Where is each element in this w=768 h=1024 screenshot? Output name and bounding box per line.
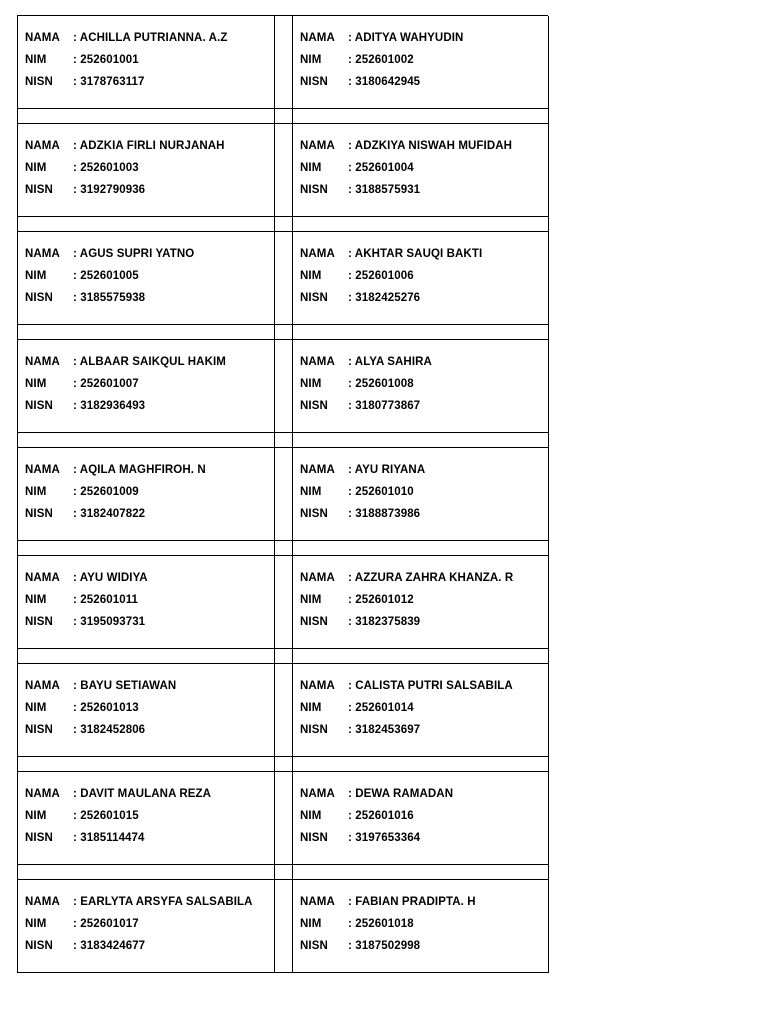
nisn-value: : 3182453697 — [348, 724, 421, 736]
student-card — [18, 340, 275, 433]
gap-cell — [293, 325, 549, 340]
nisn-label: NISN — [25, 940, 53, 952]
name-value: : AYU RIYANA — [348, 464, 426, 476]
nisn-value: : 3185575938 — [73, 292, 146, 304]
student-card — [293, 880, 549, 973]
nim-line — [300, 916, 548, 938]
nisn-line — [300, 290, 548, 312]
nim-value: : 252601003 — [73, 162, 139, 174]
gap-cell — [293, 865, 549, 880]
nisn-value: : 3182407822 — [73, 508, 146, 520]
name-line — [25, 894, 274, 916]
nim-line — [300, 808, 548, 830]
name-value: : ALBAAR SAIKQUL HAKIM — [73, 356, 226, 368]
name-value: : ALYA SAHIRA — [348, 356, 432, 368]
gap-cell — [275, 757, 293, 772]
nisn-value: : 3188873986 — [348, 508, 421, 520]
name-value: : ADITYA WAHYUDIN — [348, 32, 464, 44]
student-card — [293, 664, 549, 757]
student-card — [18, 448, 275, 541]
gap-cell — [293, 109, 549, 124]
name-label: NAMA — [300, 788, 335, 800]
column-gap-cell — [275, 16, 293, 109]
gap-row — [18, 217, 548, 232]
nisn-value: : 3188575931 — [348, 184, 421, 196]
gap-row — [18, 541, 548, 556]
name-line — [300, 786, 548, 808]
name-label: NAMA — [25, 248, 60, 260]
name-line — [300, 30, 548, 52]
nim-value: : 252601001 — [73, 54, 139, 66]
nisn-line — [300, 938, 548, 960]
nim-label: NIM — [300, 378, 322, 390]
card-row — [18, 880, 548, 973]
nim-value: : 252601012 — [348, 594, 414, 606]
gap-cell — [18, 865, 275, 880]
name-label: NAMA — [300, 356, 335, 368]
student-card — [18, 124, 275, 217]
nim-line — [300, 160, 548, 182]
nim-line — [25, 916, 274, 938]
name-label: NAMA — [25, 464, 60, 476]
student-card — [18, 556, 275, 649]
gap-cell — [275, 541, 293, 556]
name-label: NAMA — [25, 680, 60, 692]
name-label: NAMA — [300, 464, 335, 476]
name-line — [25, 678, 274, 700]
nisn-value: : 3183424677 — [73, 940, 146, 952]
nim-label: NIM — [300, 702, 322, 714]
name-value: : ADZKIYA NISWAH MUFIDAH — [348, 140, 513, 152]
name-label: NAMA — [25, 896, 60, 908]
nim-line — [300, 376, 548, 398]
student-card — [293, 556, 549, 649]
nisn-value: : 3182425276 — [348, 292, 421, 304]
student-label-sheet — [17, 15, 548, 973]
name-value: : FABIAN PRADIPTA. H — [348, 896, 476, 908]
card-row — [18, 232, 548, 325]
nisn-value: : 3195093731 — [73, 616, 146, 628]
student-card — [293, 340, 549, 433]
nim-value: : 252601009 — [73, 486, 139, 498]
nim-label: NIM — [300, 918, 322, 930]
name-line — [300, 354, 548, 376]
name-line — [300, 678, 548, 700]
name-line — [25, 786, 274, 808]
gap-cell — [18, 541, 275, 556]
student-card — [293, 232, 549, 325]
name-label: NAMA — [25, 572, 60, 584]
gap-cell — [18, 325, 275, 340]
name-value: : AYU WIDIYA — [73, 572, 148, 584]
nisn-line — [300, 830, 548, 852]
card-row — [18, 772, 548, 865]
nim-value: : 252601004 — [348, 162, 414, 174]
nisn-line — [25, 830, 274, 852]
name-line — [25, 354, 274, 376]
gap-cell — [18, 433, 275, 448]
name-line — [25, 246, 274, 268]
name-value: : AGUS SUPRI YATNO — [73, 248, 195, 260]
name-label: NAMA — [300, 572, 335, 584]
nim-value: : 252601010 — [348, 486, 414, 498]
nim-value: : 252601006 — [348, 270, 414, 282]
nisn-line — [300, 398, 548, 420]
nisn-value: : 3197653364 — [348, 832, 421, 844]
nim-value: : 252601018 — [348, 918, 414, 930]
gap-cell — [293, 757, 549, 772]
nim-value: : 252601015 — [73, 810, 139, 822]
nim-line — [300, 700, 548, 722]
gap-row — [18, 865, 548, 880]
student-card — [18, 232, 275, 325]
name-line — [300, 246, 548, 268]
nim-line — [25, 52, 274, 74]
student-card — [18, 772, 275, 865]
gap-cell — [275, 325, 293, 340]
nisn-value: : 3180773867 — [348, 400, 421, 412]
name-label: NAMA — [25, 356, 60, 368]
card-row — [18, 16, 548, 109]
nim-label: NIM — [25, 378, 47, 390]
nisn-label: NISN — [25, 292, 53, 304]
nisn-line — [25, 722, 274, 744]
nisn-line — [25, 506, 274, 528]
nisn-value: : 3182936493 — [73, 400, 146, 412]
nisn-line — [25, 398, 274, 420]
card-row — [18, 556, 548, 649]
name-value: : ADZKIA FIRLI NURJANAH — [73, 140, 225, 152]
student-card — [293, 448, 549, 541]
nim-line — [25, 808, 274, 830]
gap-cell — [293, 433, 549, 448]
name-line — [300, 894, 548, 916]
gap-row — [18, 757, 548, 772]
gap-cell — [275, 109, 293, 124]
nisn-value: : 3192790936 — [73, 184, 146, 196]
card-row — [18, 340, 548, 433]
nim-label: NIM — [300, 594, 322, 606]
column-gap-cell — [275, 556, 293, 649]
nim-value: : 252601008 — [348, 378, 414, 390]
nim-label: NIM — [300, 486, 322, 498]
gap-cell — [18, 217, 275, 232]
card-row — [18, 124, 548, 217]
gap-cell — [18, 649, 275, 664]
nisn-label: NISN — [300, 724, 328, 736]
nisn-line — [25, 182, 274, 204]
column-gap-cell — [275, 664, 293, 757]
student-card — [18, 880, 275, 973]
name-label: NAMA — [25, 788, 60, 800]
nisn-label: NISN — [300, 832, 328, 844]
nim-line — [25, 160, 274, 182]
nisn-line — [300, 74, 548, 96]
name-line — [25, 30, 274, 52]
gap-cell — [293, 217, 549, 232]
nisn-label: NISN — [25, 724, 53, 736]
gap-cell — [275, 217, 293, 232]
nisn-line — [25, 290, 274, 312]
name-label: NAMA — [25, 32, 60, 44]
name-value: : AZZURA ZAHRA KHANZA. R — [348, 572, 514, 584]
nisn-value: : 3185114474 — [73, 832, 145, 844]
nim-label: NIM — [25, 702, 47, 714]
name-line — [300, 570, 548, 592]
name-value: : AKHTAR SAUQI BAKTI — [348, 248, 483, 260]
nisn-label: NISN — [300, 292, 328, 304]
name-line — [25, 570, 274, 592]
nim-value: : 252601005 — [73, 270, 139, 282]
nisn-label: NISN — [25, 184, 53, 196]
name-value: : CALISTA PUTRI SALSABILA — [348, 680, 513, 692]
card-row — [18, 448, 548, 541]
name-line — [25, 138, 274, 160]
gap-cell — [275, 865, 293, 880]
gap-row — [18, 325, 548, 340]
column-gap-cell — [275, 340, 293, 433]
nim-value: : 252601017 — [73, 918, 139, 930]
student-card — [18, 664, 275, 757]
nim-label: NIM — [300, 810, 322, 822]
nisn-line — [300, 614, 548, 636]
nim-line — [25, 484, 274, 506]
nisn-label: NISN — [300, 940, 328, 952]
name-value: : AQILA MAGHFIROH. N — [73, 464, 206, 476]
nim-label: NIM — [25, 810, 47, 822]
name-label: NAMA — [300, 680, 335, 692]
name-line — [300, 462, 548, 484]
nisn-label: NISN — [300, 616, 328, 628]
column-gap-cell — [275, 772, 293, 865]
gap-cell — [18, 757, 275, 772]
nim-line — [25, 268, 274, 290]
card-row — [18, 664, 548, 757]
student-card — [18, 16, 275, 109]
nisn-value: : 3180642945 — [348, 76, 421, 88]
nim-line — [300, 268, 548, 290]
nisn-value: : 3187502998 — [348, 940, 421, 952]
nisn-line — [300, 506, 548, 528]
student-card — [293, 124, 549, 217]
nisn-line — [300, 722, 548, 744]
nisn-label: NISN — [25, 832, 53, 844]
nisn-label: NISN — [300, 400, 328, 412]
gap-row — [18, 109, 548, 124]
nisn-line — [25, 938, 274, 960]
name-value: : ACHILLA PUTRIANNA. A.Z — [73, 32, 228, 44]
nisn-label: NISN — [300, 508, 328, 520]
nim-line — [300, 52, 548, 74]
nisn-label: NISN — [25, 76, 53, 88]
student-card — [293, 772, 549, 865]
student-card — [293, 16, 549, 109]
nim-value: : 252601011 — [73, 594, 139, 606]
nisn-value: : 3178763117 — [73, 76, 145, 88]
name-label: NAMA — [25, 140, 60, 152]
nim-value: : 252601013 — [73, 702, 139, 714]
nim-line — [25, 700, 274, 722]
nim-line — [300, 592, 548, 614]
name-value: : DEWA RAMADAN — [348, 788, 454, 800]
gap-row — [18, 433, 548, 448]
nim-value: : 252601014 — [348, 702, 414, 714]
nisn-label: NISN — [25, 616, 53, 628]
nisn-value: : 3182452806 — [73, 724, 146, 736]
nim-label: NIM — [25, 486, 47, 498]
nim-label: NIM — [300, 162, 322, 174]
name-line — [300, 138, 548, 160]
nisn-value: : 3182375839 — [348, 616, 421, 628]
column-gap-cell — [275, 124, 293, 217]
nim-label: NIM — [25, 594, 47, 606]
gap-cell — [18, 109, 275, 124]
nim-label: NIM — [25, 54, 47, 66]
column-gap-cell — [275, 232, 293, 325]
gap-row — [18, 649, 548, 664]
nim-label: NIM — [300, 54, 322, 66]
name-value: : EARLYTA ARSYFA SALSABILA — [73, 896, 253, 908]
nim-value: : 252601016 — [348, 810, 414, 822]
name-value: : BAYU SETIAWAN — [73, 680, 177, 692]
name-label: NAMA — [300, 248, 335, 260]
nisn-label: NISN — [300, 76, 328, 88]
nim-line — [300, 484, 548, 506]
name-label: NAMA — [300, 896, 335, 908]
gap-cell — [275, 433, 293, 448]
gap-cell — [293, 649, 549, 664]
gap-cell — [293, 541, 549, 556]
name-label: NAMA — [300, 140, 335, 152]
nim-label: NIM — [25, 918, 47, 930]
nim-label: NIM — [25, 270, 47, 282]
nim-label: NIM — [25, 162, 47, 174]
nim-line — [25, 592, 274, 614]
nisn-line — [25, 74, 274, 96]
column-gap-cell — [275, 880, 293, 973]
name-label: NAMA — [300, 32, 335, 44]
gap-cell — [275, 649, 293, 664]
nisn-label: NISN — [25, 508, 53, 520]
nisn-label: NISN — [25, 400, 53, 412]
column-gap-cell — [275, 448, 293, 541]
nim-label: NIM — [300, 270, 322, 282]
nim-line — [25, 376, 274, 398]
name-line — [25, 462, 274, 484]
nim-value: : 252601002 — [348, 54, 414, 66]
nisn-line — [300, 182, 548, 204]
nisn-line — [25, 614, 274, 636]
name-value: : DAVIT MAULANA REZA — [73, 788, 212, 800]
nim-value: : 252601007 — [73, 378, 139, 390]
nisn-label: NISN — [300, 184, 328, 196]
